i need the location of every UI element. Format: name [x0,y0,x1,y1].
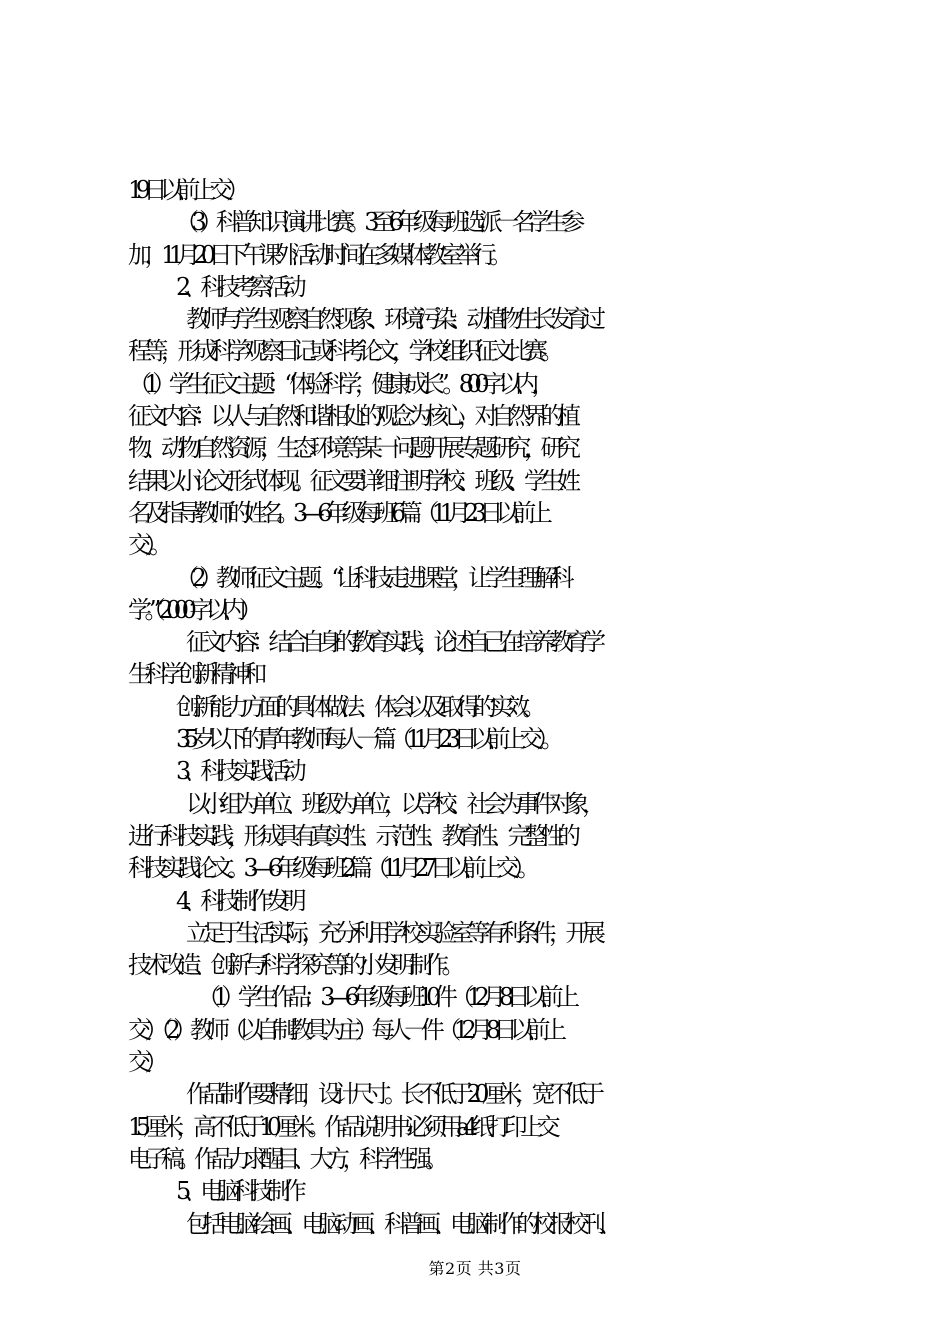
text-line: 4、科技制作发明 [176,886,300,915]
text-line: （1）学生作品：3—6年级每班10件（12月8日以前上 [197,983,573,1012]
text-line: 技术改造、创新与科学探究等的小发明制作。 [128,951,458,980]
text-line: 教师与学生观察自然现象、环境污染、动植物生长发育过 [186,305,599,334]
text-line: 交）。 [128,531,166,560]
text-line: 交） [128,1048,161,1077]
text-line: 进行科技实践，形成具有真实性、示范性、教育性、完整性的 [128,821,574,850]
text-line: 物、动物自然资源，生态环境等某一问题开展专题研究，研究 [128,434,574,463]
text-line: 5、电脑科技制作 [176,1177,300,1206]
text-line: （2）教师征文主题。“让科技走进课堂，让学生理解科 [175,563,568,592]
text-line: 交）（2）教师（以自制教具为主）每人一件（12月8日以前上 [128,1015,560,1044]
page-footer: 第2页 共3页 [428,1259,522,1278]
text-line: 2、科技考察活动 [176,272,300,301]
text-line: 征文内容：以人与自然和谐相处的观念为核心，对自然界的植 [128,402,574,431]
text-line: 结果以小论文形式体现。征文要详细注明学校、班级、学生姓 [128,466,574,495]
text-line: （3）科普知识演讲比赛。3至6年级每班选派一名学生参 [175,208,578,237]
text-line: 立足于生活实际，充分利用学校实验室等有利条件，开展 [186,918,599,947]
document-body [0,174,950,1240]
text-line: 电子稿。作品力求醒目、大方，科学性强。 [128,1144,442,1173]
text-line: （1）学生征文主题：“体验科学，健康成长”。800字以内， [128,369,549,398]
text-line: 35岁以下的青年教师每人一篇（11月23日以前上交）。 [176,725,558,754]
text-line: 科技实践论文。3—6年级每班2篇（11月27日以前上交）。 [128,854,534,883]
text-line: 15厘米，高不低于10厘米。作品说明书必须用a4纸打印上交 [128,1112,554,1141]
text-line: 生科学创新精神和 [128,660,260,689]
text-line: 学。”（2000字以内） [128,595,256,624]
text-line: 名及指导教师的姓名。3—6年级每班6篇（11月23日以前上 [128,498,546,527]
text-line: 包括电脑绘画、电脑动画、科普画、电脑制作的校报校刊、 [186,1209,615,1238]
text-line: 程等，形成科学观察日记或科考论文，学校组织征文比赛。 [128,337,557,366]
text-line: 征文内容：结合自身的教育实践，论述自己在培养教育学 [186,628,599,657]
text-line: 以小组为单位、班级为单位，以学校、社会为事件对象， [186,789,599,818]
text-line: 加，11月20日下午课外活动时间在多媒体教室举行。 [128,240,506,269]
text-line: 19日以前上交） [128,176,243,204]
text-line: 3、科技实践活动 [176,757,300,786]
text-line: 创新能力方面的具体做法、体会以及取得的实效。 [176,692,539,721]
text-line: 作品制作要精细，设计尺寸。长不低于20厘米，宽不低于 [186,1080,598,1109]
